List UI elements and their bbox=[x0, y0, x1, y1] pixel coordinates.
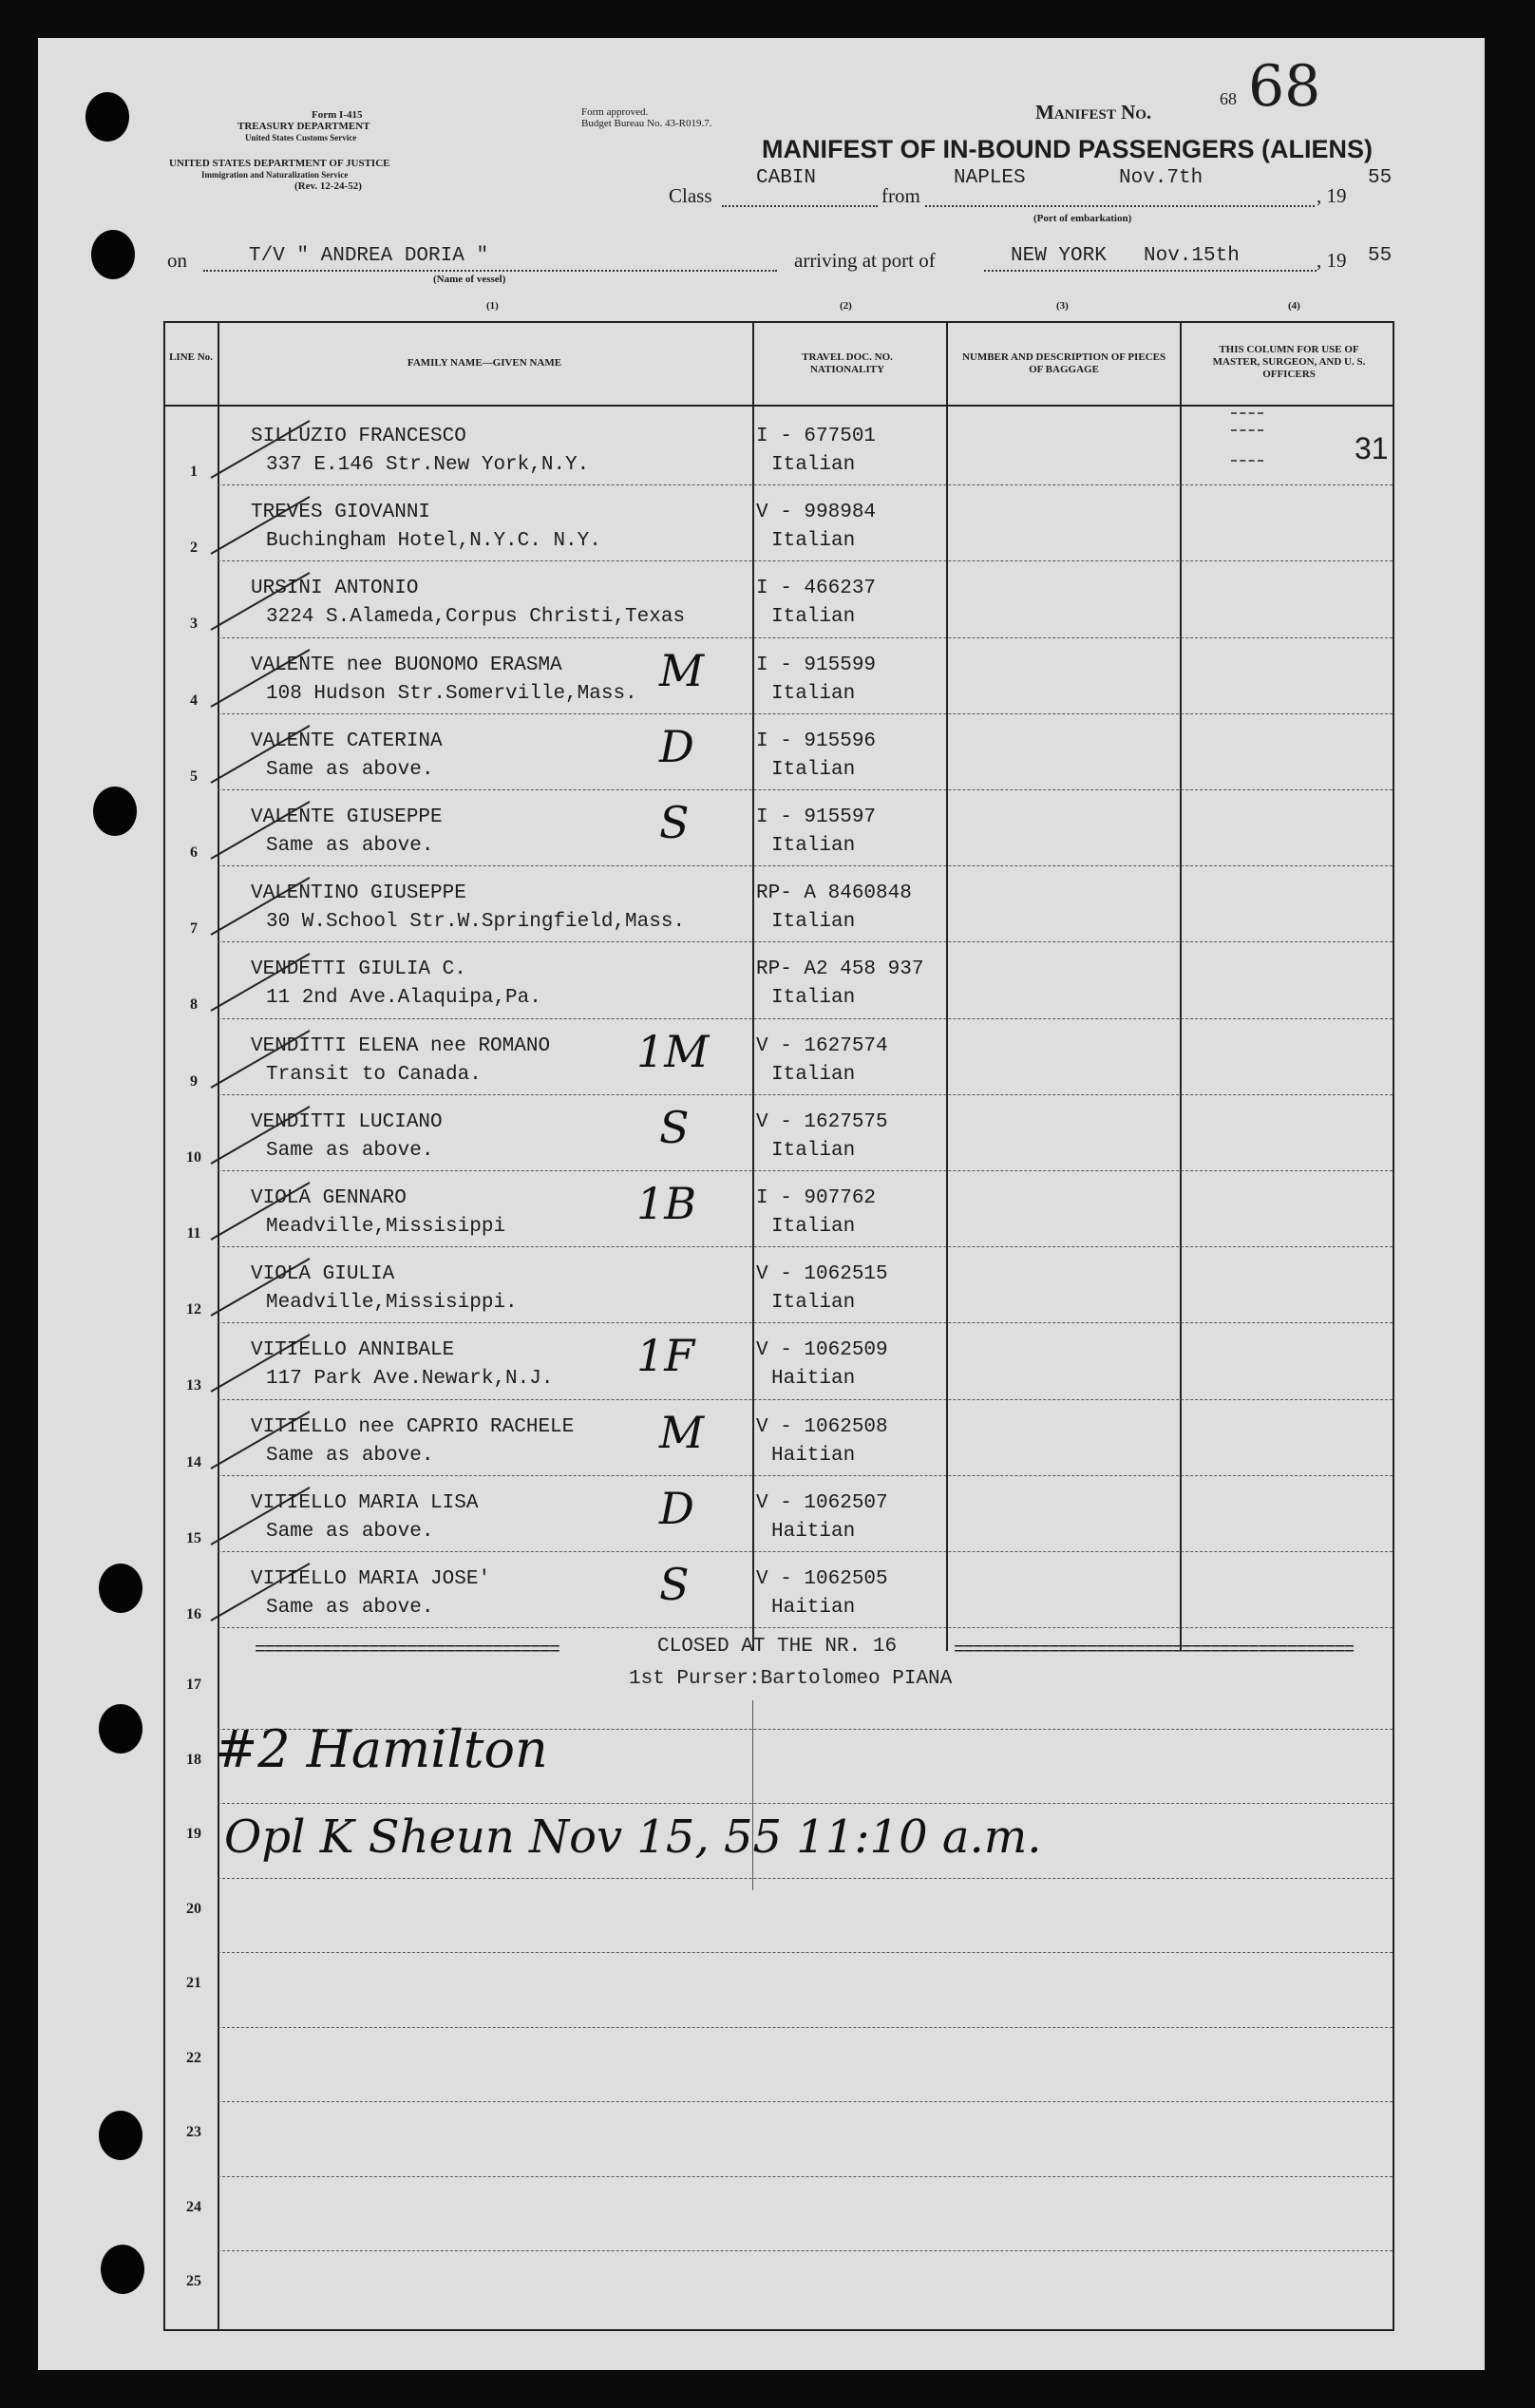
on-label: on bbox=[167, 249, 187, 272]
ins-title: Immigration and Naturalization Service bbox=[201, 170, 349, 180]
nationality: Italian bbox=[771, 987, 856, 1010]
vessel-value: T/V " ANDREA DORIA " bbox=[249, 245, 489, 267]
class-label: Class bbox=[669, 184, 712, 207]
column-divider bbox=[752, 321, 754, 1651]
treasury-dept: TREASURY DEPARTMENT bbox=[237, 121, 370, 132]
nationality: Italian bbox=[771, 606, 856, 629]
row-rule bbox=[218, 941, 1393, 942]
passenger-address: Same as above. bbox=[266, 835, 434, 857]
from-date-value: Nov.7th bbox=[1119, 167, 1203, 189]
passenger-name: VENDITTI ELENA nee ROMANO bbox=[251, 1034, 551, 1057]
column-header-name: FAMILY NAME—GIVEN NAME bbox=[407, 357, 562, 369]
officer-note: 31 bbox=[1355, 431, 1389, 465]
row-rule bbox=[218, 1551, 1393, 1552]
class-fill-line bbox=[722, 205, 878, 207]
binder-hole bbox=[101, 2245, 144, 2294]
line-number: 5 bbox=[190, 768, 198, 785]
column-divider bbox=[1180, 321, 1182, 1651]
travel-doc-number: V - 1062508 bbox=[756, 1415, 888, 1438]
line-number: 4 bbox=[190, 692, 198, 709]
nationality: Italian bbox=[771, 911, 856, 934]
form-revision: (Rev. 12-24-52) bbox=[294, 180, 362, 192]
travel-doc-number: V - 1062515 bbox=[756, 1263, 888, 1286]
travel-doc-number: V - 1627575 bbox=[756, 1110, 888, 1133]
officer-tick-marks bbox=[1231, 408, 1269, 465]
doj-title: UNITED STATES DEPARTMENT OF JUSTICE bbox=[169, 158, 390, 169]
handwritten-relation-mark: 1F bbox=[636, 1330, 695, 1382]
closing-separator: ================================ bbox=[255, 1640, 559, 1661]
binder-hole bbox=[99, 1704, 142, 1754]
nationality: Haitian bbox=[771, 1597, 856, 1619]
customs-service: United States Customs Service bbox=[245, 133, 357, 142]
year-prefix: , 19 bbox=[1317, 184, 1347, 207]
column-number: (3) bbox=[1056, 300, 1069, 312]
column-header-line: LINE No. bbox=[169, 351, 213, 363]
class-value: CABIN bbox=[756, 167, 817, 189]
handwritten-relation-mark: S bbox=[659, 1559, 690, 1610]
row-rule bbox=[218, 484, 1393, 485]
column-number: (2) bbox=[840, 300, 852, 312]
row-rule bbox=[218, 2101, 1393, 2102]
passenger-name: VALENTE CATERINA bbox=[251, 730, 443, 752]
passenger-address: Transit to Canada. bbox=[266, 1063, 482, 1086]
row-rule bbox=[218, 1246, 1393, 1247]
handwritten-relation-mark: D bbox=[659, 1482, 694, 1534]
row-rule bbox=[218, 2027, 1393, 2028]
manifest-number-small: 68 bbox=[1220, 89, 1237, 108]
row-rule bbox=[218, 637, 1393, 638]
line-number: 16 bbox=[186, 1606, 201, 1622]
passenger-address: Same as above. bbox=[266, 758, 434, 781]
row-rule bbox=[218, 1952, 1393, 1953]
arrival-date-value: Nov.15th bbox=[1144, 245, 1240, 267]
budget-bureau: Budget Bureau No. 43-R019.7. bbox=[581, 118, 712, 129]
passenger-address: Same as above. bbox=[266, 1597, 434, 1619]
handwritten-relation-mark: 1B bbox=[636, 1178, 697, 1229]
row-rule bbox=[218, 1094, 1393, 1095]
column-divider bbox=[946, 321, 948, 1651]
passenger-name: VIOLA GIULIA bbox=[251, 1263, 395, 1286]
passenger-name: VENDITTI LUCIANO bbox=[251, 1110, 443, 1133]
handwritten-relation-mark: 1M bbox=[636, 1025, 710, 1077]
line-number: 10 bbox=[186, 1148, 201, 1166]
passenger-address: Same as above. bbox=[266, 1520, 434, 1543]
manifest-number-large: 68 bbox=[1248, 53, 1321, 120]
column-number: (1) bbox=[486, 300, 499, 312]
binder-hole bbox=[93, 787, 137, 836]
row-rule bbox=[218, 1018, 1393, 1019]
travel-doc-number: I - 915599 bbox=[756, 654, 877, 676]
row-rule bbox=[218, 1399, 1393, 1400]
handwritten-signature-line: #2 Hamilton bbox=[215, 1719, 548, 1779]
row-rule bbox=[218, 1627, 1393, 1628]
handwritten-inspection-stamp: Opl K Sheun Nov 15, 55 11:10 a.m. bbox=[224, 1811, 1042, 1864]
passenger-address: 30 W.School Str.W.Springfield,Mass. bbox=[266, 911, 686, 934]
row-rule bbox=[218, 2250, 1393, 2251]
travel-doc-number: V - 1627574 bbox=[756, 1034, 888, 1057]
row-rule bbox=[218, 1878, 1393, 1879]
passenger-address: Same as above. bbox=[266, 1139, 434, 1162]
handwritten-relation-mark: M bbox=[659, 644, 705, 696]
column-header-officers: THIS COLUMN FOR USE OF MASTER, SURGEON, AND U. S. OFFICERS bbox=[1212, 344, 1366, 380]
arrival-fill-line bbox=[984, 270, 1317, 272]
line-number: 2 bbox=[190, 540, 198, 557]
row-rule bbox=[218, 1170, 1393, 1171]
passenger-address: Meadville,Missisippi bbox=[266, 1216, 506, 1238]
row-rule bbox=[218, 865, 1393, 866]
row-rule bbox=[218, 789, 1393, 790]
line-number: 18 bbox=[186, 1751, 201, 1768]
passenger-address: 11 2nd Ave.Alaquipa,Pa. bbox=[266, 987, 541, 1010]
nationality: Haitian bbox=[771, 1444, 856, 1467]
travel-doc-number: I - 915596 bbox=[756, 730, 877, 752]
row-rule bbox=[218, 1475, 1393, 1476]
passenger-name: TREVES GIOVANNI bbox=[251, 502, 431, 524]
nationality: Italian bbox=[771, 1292, 856, 1315]
line-number: 13 bbox=[186, 1377, 201, 1394]
passenger-name: VIOLA GENNARO bbox=[251, 1187, 407, 1209]
passenger-name: VITIELLO nee CAPRIO RACHELE bbox=[251, 1415, 575, 1438]
passenger-name: URSINI ANTONIO bbox=[251, 578, 419, 600]
travel-doc-number: RP- A 8460848 bbox=[756, 882, 912, 905]
arrival-port-value: NEW YORK bbox=[1011, 245, 1107, 267]
travel-doc-number: RP- A2 458 937 bbox=[756, 958, 924, 981]
handwritten-relation-mark: S bbox=[659, 1101, 690, 1153]
handwritten-relation-mark: S bbox=[659, 797, 690, 848]
row-rule bbox=[218, 1322, 1393, 1323]
travel-doc-number: V - 1062505 bbox=[756, 1568, 888, 1590]
line-number: 20 bbox=[186, 1900, 201, 1917]
column-header-travel-doc: TRAVEL DOC. NO. NATIONALITY bbox=[802, 351, 893, 375]
line-number: 25 bbox=[186, 2273, 201, 2290]
handwritten-relation-mark: M bbox=[659, 1406, 705, 1458]
line-number: 1 bbox=[190, 464, 198, 480]
passenger-name: VITIELLO MARIA LISA bbox=[251, 1491, 479, 1514]
closing-separator: ========================================== bbox=[954, 1640, 1354, 1661]
nationality: Haitian bbox=[771, 1368, 856, 1391]
line-number: 23 bbox=[186, 2124, 201, 2141]
passenger-name: VITIELLO MARIA JOSE' bbox=[251, 1568, 491, 1590]
row-rule bbox=[218, 2176, 1393, 2177]
arrival-year-value: 55 bbox=[1368, 245, 1393, 267]
travel-doc-number: V - 1062507 bbox=[756, 1491, 888, 1514]
passenger-address: 337 E.146 Str.New York,N.Y. bbox=[266, 454, 590, 476]
nationality: Haitian bbox=[771, 1520, 856, 1543]
header-rule bbox=[163, 405, 1394, 407]
binder-hole bbox=[85, 92, 129, 142]
line-number: 7 bbox=[190, 920, 198, 938]
nationality: Italian bbox=[771, 454, 856, 476]
line-number: 15 bbox=[186, 1529, 201, 1546]
column-number: (4) bbox=[1288, 300, 1300, 312]
passenger-address: 108 Hudson Str.Somerville,Mass. bbox=[266, 682, 637, 705]
line-number: 3 bbox=[190, 616, 198, 633]
passenger-name: VALENTINO GIUSEPPE bbox=[251, 882, 466, 905]
line-number: 11 bbox=[186, 1225, 201, 1242]
from-label: from bbox=[881, 184, 920, 207]
travel-doc-number: I - 677501 bbox=[756, 426, 877, 447]
travel-doc-number: I - 907762 bbox=[756, 1187, 877, 1209]
purser-label: 1st Purser:Bartolomeo PIANA bbox=[629, 1668, 953, 1690]
line-number: 19 bbox=[186, 1826, 201, 1843]
travel-doc-number: V - 998984 bbox=[756, 502, 877, 524]
passenger-address: Same as above. bbox=[266, 1444, 434, 1467]
line-number: 12 bbox=[186, 1301, 201, 1318]
passenger-name: VALENTE nee BUONOMO ERASMA bbox=[251, 654, 562, 676]
binder-hole bbox=[91, 230, 135, 279]
nationality: Italian bbox=[771, 758, 856, 781]
document-title: MANIFEST OF IN-BOUND PASSENGERS (ALIENS) bbox=[762, 135, 1374, 163]
passenger-name: VALENTE GIUSEPPE bbox=[251, 806, 443, 828]
handwritten-relation-mark: D bbox=[659, 720, 694, 772]
nationality: Italian bbox=[771, 1139, 856, 1162]
closed-at-label: CLOSED AT THE NR. 16 bbox=[657, 1636, 898, 1658]
nationality: Italian bbox=[771, 682, 856, 705]
passenger-address: Buchingham Hotel,N.Y.C. N.Y. bbox=[266, 530, 601, 553]
nationality: Italian bbox=[771, 835, 856, 857]
travel-doc-number: I - 915597 bbox=[756, 806, 877, 828]
passenger-address: 3224 S.Alameda,Corpus Christi,Texas bbox=[266, 606, 686, 629]
passenger-name: VITIELLO ANNIBALE bbox=[251, 1339, 455, 1362]
line-number: 22 bbox=[186, 2049, 201, 2066]
line-number: 17 bbox=[186, 1677, 201, 1694]
column-header-baggage: NUMBER AND DESCRIPTION OF PIECES OF BAGGAGE bbox=[961, 351, 1166, 375]
arrival-year-prefix: , 19 bbox=[1317, 249, 1347, 272]
travel-doc-number: V - 1062509 bbox=[756, 1339, 888, 1362]
line-number: 6 bbox=[190, 844, 198, 861]
line-number: 21 bbox=[186, 1975, 201, 1992]
passenger-address: 117 Park Ave.Newark,N.J. bbox=[266, 1368, 554, 1391]
arriving-label: arriving at port of bbox=[794, 249, 936, 272]
vessel-fill-line bbox=[203, 270, 777, 272]
binder-hole bbox=[99, 2111, 142, 2160]
line-number: 24 bbox=[186, 2198, 201, 2215]
binder-hole bbox=[99, 1564, 142, 1613]
passenger-address: Meadville,Missisippi. bbox=[266, 1292, 518, 1315]
port-caption: (Port of embarkation) bbox=[1033, 213, 1132, 224]
passenger-name: SILLUZIO FRANCESCO bbox=[251, 426, 466, 447]
line-number: 9 bbox=[190, 1072, 198, 1090]
form-approved: Form approved. bbox=[581, 106, 649, 118]
from-port-value: NAPLES bbox=[954, 167, 1026, 189]
vessel-caption: (Name of vessel) bbox=[433, 274, 506, 285]
form-number: Form I-415 bbox=[312, 109, 363, 121]
nationality: Italian bbox=[771, 1063, 856, 1086]
nationality: Italian bbox=[771, 530, 856, 553]
year-value: 55 bbox=[1368, 167, 1393, 189]
row-rule bbox=[218, 713, 1393, 714]
from-fill-line bbox=[925, 205, 1315, 207]
manifest-label: Manifest No. bbox=[1035, 101, 1152, 123]
line-number: 14 bbox=[186, 1453, 201, 1470]
row-rule bbox=[218, 1803, 1393, 1804]
passenger-name: VENDETTI GIULIA C. bbox=[251, 958, 466, 981]
nationality: Italian bbox=[771, 1216, 856, 1238]
travel-doc-number: I - 466237 bbox=[756, 578, 877, 600]
line-number: 8 bbox=[190, 996, 198, 1014]
row-rule bbox=[218, 560, 1393, 561]
